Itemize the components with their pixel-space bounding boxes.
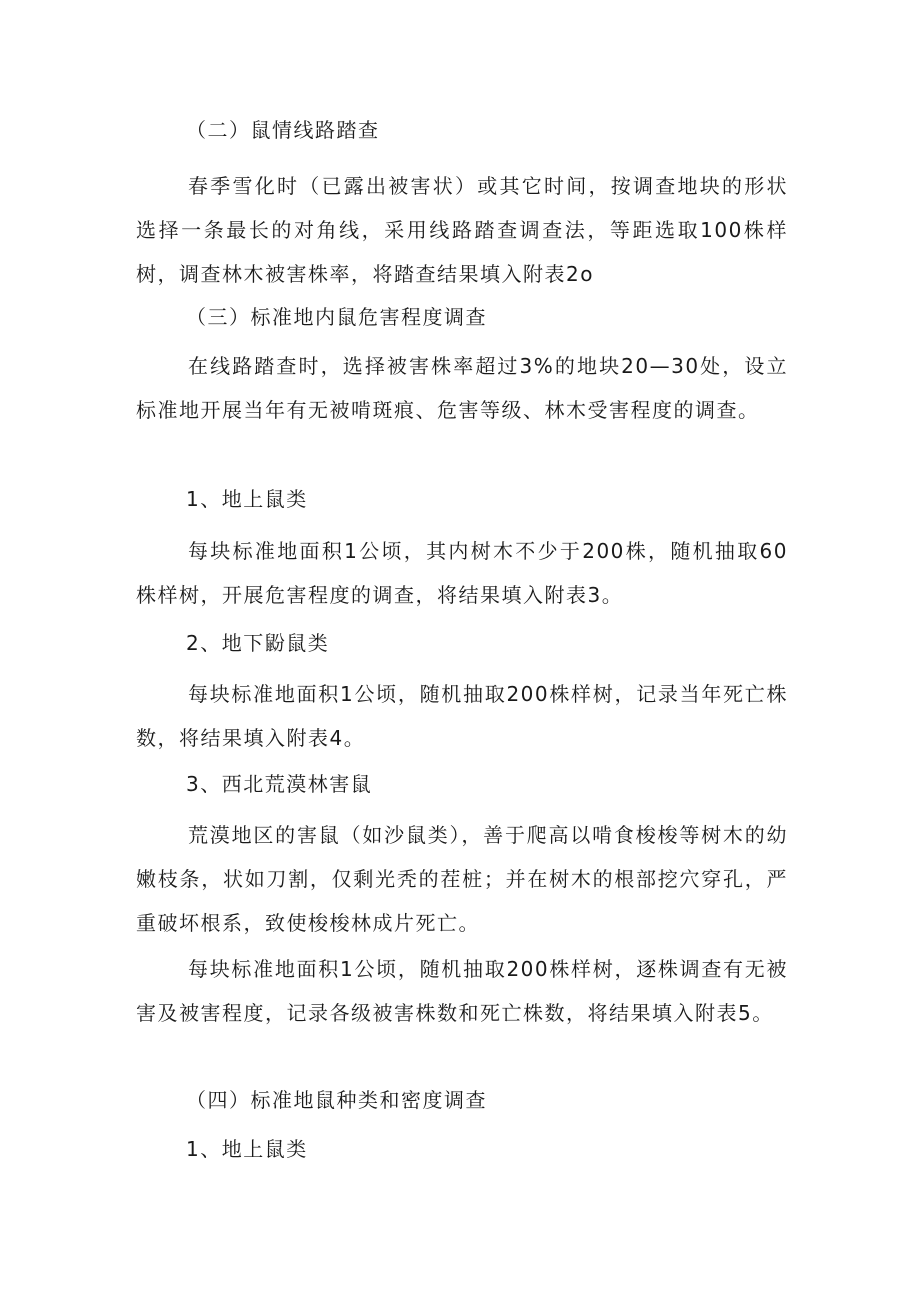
paragraph-plot-selection: 在线路踏查时，选择被害株率超过3%的地块20—30处，设立标准地开展当年有无被啃斑痕、危害等级、林木受害程度的调查。 [136, 354, 788, 422]
section-heading-2: （二）鼠情线路踏查 [186, 118, 380, 142]
paragraph-desert-rodents: 荒漠地区的害鼠（如沙鼠类），善于爬高以啃食梭梭等树木的幼嫩枝条，状如刀割，仅剩光秃的茬桩；并在树木的根部挖穴穿孔，严重破坏根系，致使梭梭林成片死亡。 [136, 823, 788, 935]
paragraph-desert-plot: 每块标准地面积1公顷，随机抽取200株样树，逐株调查有无被害及被害程度，记录各级被害株数和死亡株数，将结果填入附表5。 [136, 957, 788, 1025]
section-heading-3: （三）标准地内鼠危害程度调查 [186, 305, 487, 329]
subheading-ground-rodents-2: 1、地上鼠类 [186, 1137, 308, 1161]
paragraph-zokor: 每块标准地面积1公顷，随机抽取200株样树，记录当年死亡株数，将结果填入附表4。 [136, 682, 788, 750]
paragraph-line-survey: 春季雪化时（已露出被害状）或其它时间，按调查地块的形状选择一条最长的对角线，采用线路踏查调查法，等距选取100株样树，调查林木被害株率，将踏查结果填入附表2o [136, 174, 788, 286]
subheading-ground-rodents: 1、地上鼠类 [186, 487, 308, 511]
paragraph-ground-rodents: 每块标准地面积1公顷，其内树木不少于200株，随机抽取60株样树，开展危害程度的调查，将结果填入附表3。 [136, 539, 788, 607]
section-heading-4: （四）标准地鼠种类和密度调查 [186, 1088, 487, 1112]
subheading-zokor: 2、地下鼢鼠类 [186, 631, 330, 655]
subheading-desert-rodents: 3、西北荒漠林害鼠 [186, 772, 373, 796]
